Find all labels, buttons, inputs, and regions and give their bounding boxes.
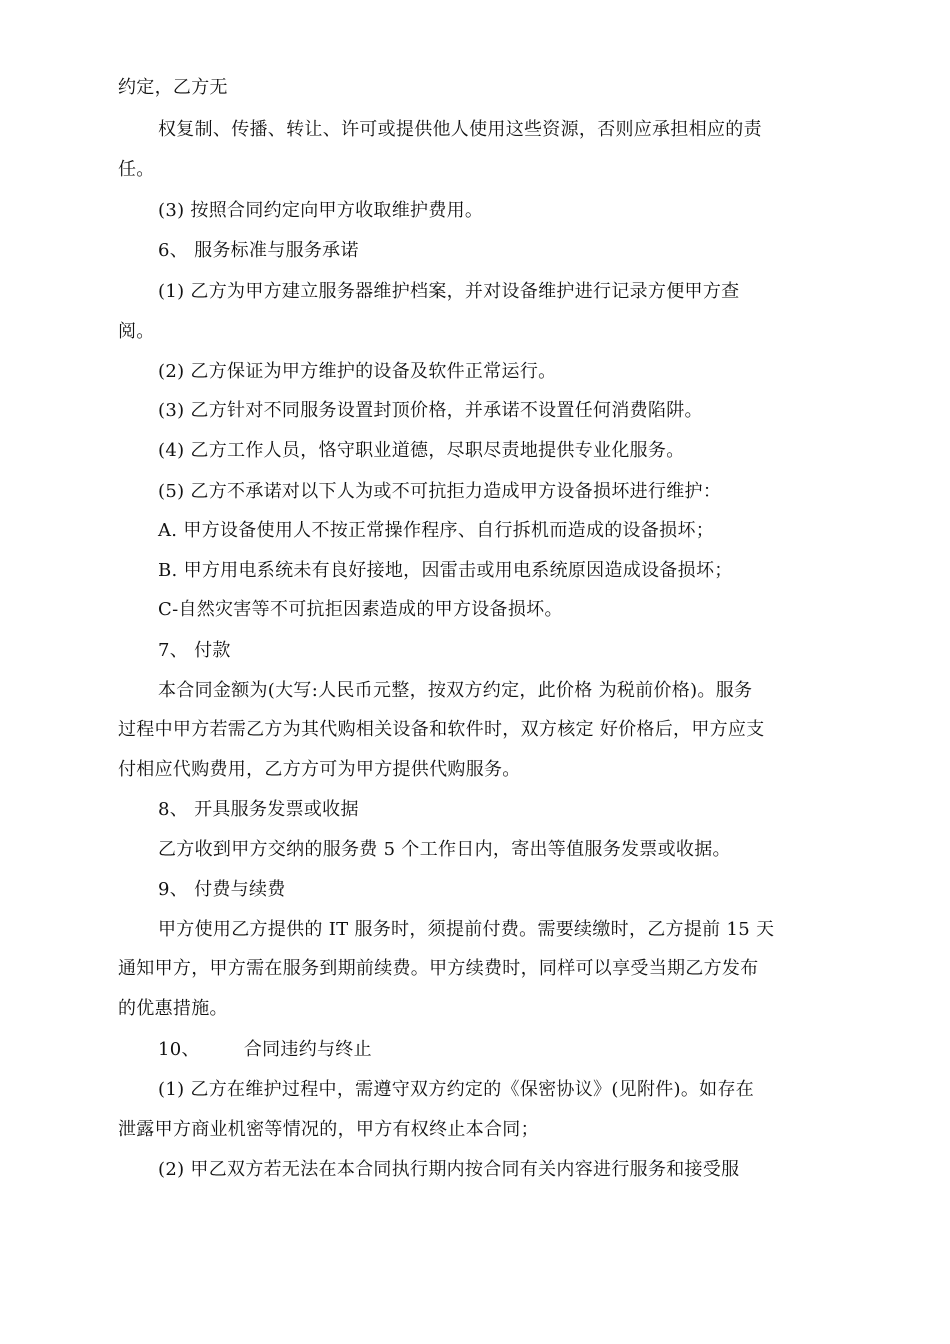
text-line: (2) 乙方保证为甲方维护的设备及软件正常运行。	[158, 361, 557, 382]
section-number: 10、	[158, 1039, 200, 1060]
text-line: (4) 乙方工作人员，恪守职业道德，尽职尽责地提供专业化服务。	[158, 440, 685, 461]
text-line: (3) 乙方针对不同服务设置封顶价格，并承诺不设置任何消费陷阱。	[158, 400, 703, 421]
section-title: 合同违约与终止	[243, 1039, 372, 1060]
section-heading-8: 8、 开具服务发票或收据	[158, 799, 359, 820]
text-line: (1) 乙方在维护过程中，需遵守双方约定的《保密协议》(见附件)。如存在	[158, 1079, 755, 1100]
text-line: 的优惠措施。	[118, 998, 228, 1019]
text-line: (3) 按照合同约定向甲方收取维护费用。	[158, 200, 484, 221]
text-line: 约定，乙方无	[118, 77, 228, 98]
text-line: A. 甲方设备使用人不按正常操作程序、自行拆机而造成的设备损坏；	[158, 520, 715, 541]
text-line: 过程中甲方若需乙方为其代购相关设备和软件时，双方核定 好价格后，甲方应支	[118, 719, 765, 740]
text-line: 阅。	[118, 321, 155, 342]
text-line: 任。	[118, 159, 155, 180]
text-line: 乙方收到甲方交纳的服务费 5 个工作日内，寄出等值服务发票或收据。	[158, 839, 731, 860]
section-heading-9: 9、 付费与续费	[158, 879, 286, 900]
section-heading-10	[158, 1039, 372, 1061]
section-heading-7: 7、 付款	[158, 640, 231, 661]
section-heading-6: 6、 服务标准与服务承诺	[158, 240, 359, 261]
text-line: B. 甲方用电系统未有良好接地，因雷击或用电系统原因造成设备损坏；	[158, 560, 733, 581]
text-line: 泄露甲方商业机密等情况的，甲方有权终止本合同；	[118, 1119, 539, 1140]
text-line: (1) 乙方为甲方建立服务器维护档案，并对设备维护进行记录方便甲方查	[158, 281, 740, 302]
text-line: 通知甲方，甲方需在服务到期前续费。甲方续费时，同样可以享受当期乙方发布	[118, 958, 759, 979]
text-line: 付相应代购费用，乙方方可为甲方提供代购服务。	[118, 759, 521, 780]
text-line: C-自然灾害等不可抗拒因素造成的甲方设备损坏。	[158, 599, 563, 620]
text-line: 权复制、传播、转让、许可或提供他人使用这些资源，否则应承担相应的责	[158, 119, 762, 140]
text-line: (5) 乙方不承诺对以下人为或不可抗拒力造成甲方设备损坏进行维护：	[158, 481, 722, 502]
text-line: 甲方使用乙方提供的 IT 服务时，须提前付费。需要续缴时，乙方提前 15 天	[158, 919, 775, 940]
text-line: (2) 甲乙双方若无法在本合同执行期内按合同有关内容进行服务和接受服	[158, 1159, 740, 1180]
text-line: 本合同金额为(大写:人民币元整，按双方约定，此价格 为税前价格)。服务	[158, 680, 753, 701]
